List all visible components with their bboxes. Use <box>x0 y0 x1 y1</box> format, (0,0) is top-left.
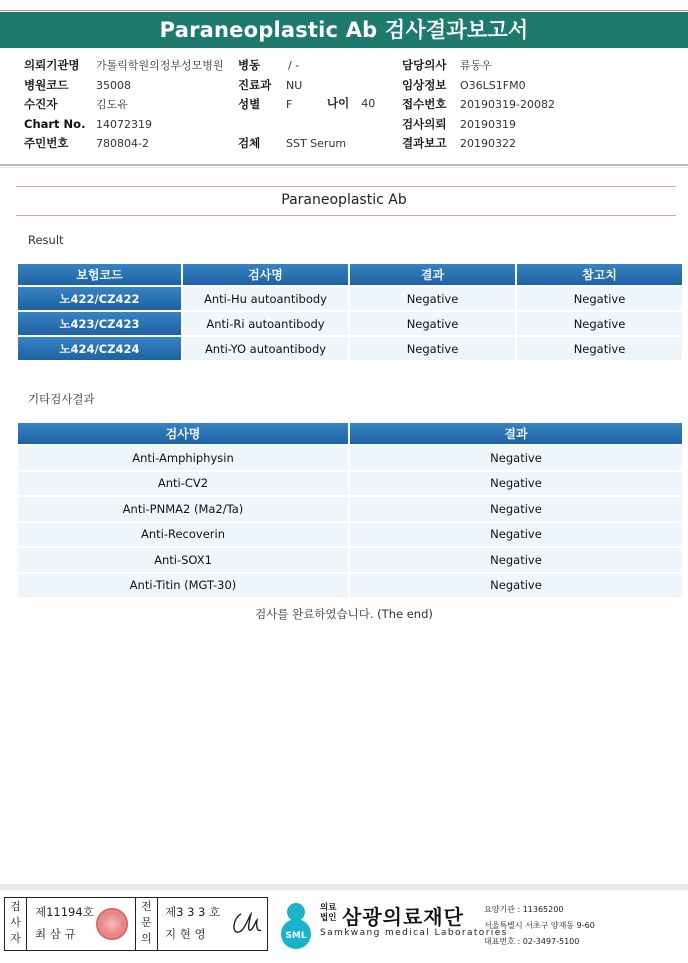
info-row <box>238 76 346 96</box>
info-label: 접수번호 <box>402 97 447 111</box>
test-result: Negative <box>350 472 682 496</box>
table-row <box>18 548 682 572</box>
header-divider-shadow <box>0 167 688 168</box>
test-name: Anti-Titin (MGT-30) <box>18 574 348 598</box>
info-row <box>24 95 224 115</box>
info-label: 임상정보 <box>402 77 447 92</box>
info-row <box>238 115 346 135</box>
patient-info-col3 <box>402 56 555 154</box>
test-result: Negative <box>350 523 682 547</box>
insurance-code: 노424/CZ424 <box>18 337 181 360</box>
test-name: Anti-YO autoantibody <box>183 337 348 360</box>
info-value: O36LS1FM0 <box>460 78 526 92</box>
info-value: 780804-2 <box>96 137 149 150</box>
table-row <box>18 574 682 598</box>
confirmer-label <box>136 898 158 950</box>
org-code: 요양기관 : 11365200 <box>484 905 564 914</box>
test-name: Anti-SOX1 <box>18 548 348 572</box>
info-value: 류동우 <box>460 59 492 72</box>
logo-text: SML <box>285 931 307 941</box>
test-name: Anti-Hu autoantibody <box>183 287 348 310</box>
info-label: 수진자 <box>24 97 58 111</box>
col-header-test: 검사명 <box>18 423 348 444</box>
col-header-code: 보험코드 <box>18 264 181 285</box>
seal-stamp-icon <box>96 908 128 940</box>
other-results-label: 기타검사결과 <box>28 392 95 406</box>
info-label <box>238 115 286 135</box>
signature-box <box>4 897 268 951</box>
reference-value: Negative <box>517 312 682 335</box>
org-prefix-text: 의료법인 <box>320 903 337 923</box>
info-value: NU <box>286 78 303 92</box>
test-result: Negative <box>350 312 515 335</box>
info-label: 진료과 <box>238 77 272 92</box>
result-table <box>16 262 684 362</box>
sml-logo-icon <box>272 900 320 950</box>
info-row <box>24 134 224 154</box>
info-row <box>238 56 346 76</box>
info-row <box>402 56 555 76</box>
org-contact <box>484 902 595 950</box>
reference-value: Negative <box>517 287 682 310</box>
examiner-name: 최 삼 규 <box>35 927 76 941</box>
section-rule-top <box>16 186 676 187</box>
info-label: 주민번호 <box>24 136 69 150</box>
result-label: Result <box>28 233 64 247</box>
org-address: 서울특별시 서초구 양재동 9-60 <box>484 921 595 930</box>
info-label: 결과보고 <box>402 136 447 150</box>
info-row <box>24 76 224 96</box>
org-english-name: Samkwang medical Laboratories <box>320 928 508 938</box>
info-row <box>402 95 555 115</box>
info-label: 담당의사 <box>402 58 447 72</box>
other-header-row <box>18 423 682 444</box>
header-top-rule <box>0 10 688 11</box>
examiner-label-text: 검사자 <box>10 900 21 945</box>
info-label: 병동 <box>238 58 261 72</box>
info-value: / - <box>288 59 300 72</box>
header-divider <box>0 164 688 166</box>
test-name: Anti-PNMA2 (Ma2/Ta) <box>18 497 348 521</box>
org-phone: 대표번호 : 02-3497-5100 <box>484 937 580 946</box>
table-row <box>18 312 682 335</box>
info-row <box>402 134 555 154</box>
table-row <box>18 287 682 310</box>
test-name: Anti-Amphiphysin <box>18 446 348 470</box>
org-prefix <box>320 903 340 923</box>
table-row <box>18 446 682 470</box>
confirmer-label-text: 전문의 <box>141 900 152 945</box>
info-value: 김도유 <box>96 98 128 111</box>
test-result: Negative <box>350 548 682 572</box>
footer-rule <box>0 884 688 890</box>
table-row <box>18 497 682 521</box>
test-result: Negative <box>350 287 515 310</box>
info-label: 병원코드 <box>24 77 69 92</box>
insurance-code: 노423/CZ423 <box>18 312 181 335</box>
test-name: Anti-Ri autoantibody <box>183 312 348 335</box>
info-row <box>238 134 346 154</box>
end-note: 검사를 완료하였습니다. (The end) <box>255 607 433 621</box>
section-rule-bottom <box>16 215 676 216</box>
info-label: 검사의뢰 <box>402 116 447 131</box>
info-label: 검체 <box>238 136 261 150</box>
other-results-table <box>16 421 684 599</box>
table-row <box>18 337 682 360</box>
examiner-license: 제11194호 <box>35 905 94 919</box>
patient-info-col1 <box>24 56 224 154</box>
col-header-result: 결과 <box>350 423 682 444</box>
test-name: Anti-CV2 <box>18 472 348 496</box>
info-row <box>402 115 555 135</box>
col-header-reference: 참고치 <box>517 264 682 285</box>
age-label: 나이 <box>327 96 350 110</box>
examiner-label <box>5 898 27 950</box>
section-title: Paraneoplastic Ab <box>281 192 407 208</box>
table-row <box>18 472 682 496</box>
table-row <box>18 523 682 547</box>
report-title: Paraneoplastic Ab 검사결과보고서 <box>0 12 688 48</box>
reference-value: Negative <box>517 337 682 360</box>
info-row <box>24 115 224 135</box>
result-header-row <box>18 264 682 285</box>
info-value: 20190322 <box>460 137 516 150</box>
info-value: 20190319-20082 <box>460 98 555 111</box>
test-result: Negative <box>350 337 515 360</box>
insurance-code: 노422/CZ422 <box>18 287 181 310</box>
age-value: 40 <box>361 97 376 110</box>
test-result: Negative <box>350 574 682 598</box>
col-header-result: 결과 <box>350 264 515 285</box>
confirmer-name: 지 현 영 <box>165 927 206 941</box>
info-label: Chart No. <box>24 116 86 131</box>
info-value: 14072319 <box>96 117 152 131</box>
col-header-test: 검사명 <box>183 264 348 285</box>
age-field <box>327 95 375 111</box>
info-value: 가톨릭학원의정부성모병원 <box>96 59 224 72</box>
signature-icon <box>227 908 263 940</box>
info-value: 35008 <box>96 78 131 92</box>
org-name: 삼광의료재단 <box>342 905 464 929</box>
info-row <box>24 56 224 76</box>
test-name: Anti-Recoverin <box>18 523 348 547</box>
test-result: Negative <box>350 497 682 521</box>
info-value: SST Serum <box>286 137 347 150</box>
info-row <box>402 76 555 96</box>
test-result: Negative <box>350 446 682 470</box>
info-value: F <box>286 98 293 111</box>
info-label: 성별 <box>238 97 261 111</box>
confirmer-license: 제3 3 3 호 <box>165 905 221 919</box>
info-label: 의뢰기관명 <box>24 58 80 72</box>
info-value: 20190319 <box>460 117 516 131</box>
